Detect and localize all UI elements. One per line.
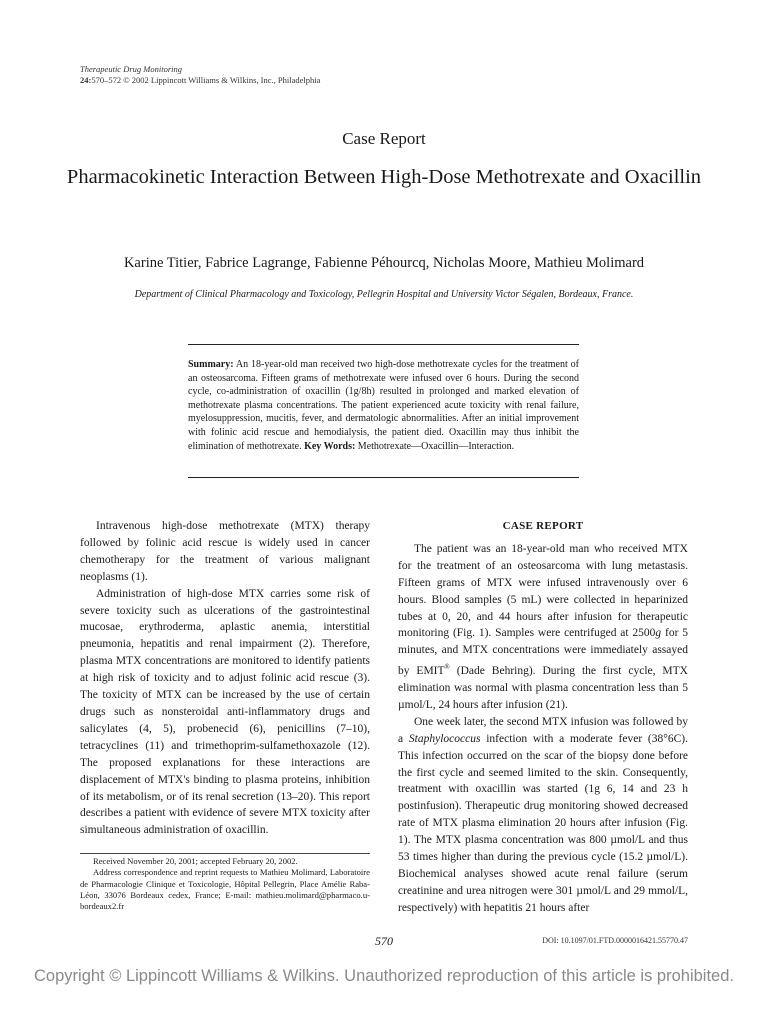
footnote-correspondence: Address correspondence and reprint requests to Mathieu Molimard, Laboratoire de Pharmacologie Clinique et Toxicologie, Hôpital Pellegrin, Place Amélie Raba-Léon, 33076 Bordeaux cedex, France; E-mail: mathieu.molimard@pharmaco.u-bordeaux2.fr [80, 867, 370, 912]
right-column [398, 518, 688, 917]
journal-volume: 24: [80, 75, 92, 85]
registered-mark: ® [444, 663, 450, 672]
article-authors: Karine Titier, Fabrice Lagrange, Fabienne Péhourcq, Nicholas Moore, Mathieu Molimard [123, 255, 645, 271]
case-text: One week later, the second MTX infusion was followed by a [398, 715, 688, 745]
page-number: 570 [375, 934, 393, 948]
journal-name: Therapeutic Drug Monitoring [80, 64, 182, 74]
doi: DOI: 10.1097/01.FTD.0000016421.55770.47 [542, 936, 688, 945]
article-affiliation: Department of Clinical Pharmacology and Toxicology, Pellegrin Hospital and University Victor Ségalen, Bordeaux, France. [134, 289, 634, 300]
section-heading-case-report: CASE REPORT [502, 520, 584, 532]
copyright-notice: Copyright © Lippincott Williams & Wilkins. Unauthorized reproduction of this article is prohibited. [34, 967, 734, 985]
article-title: Pharmacokinetic Interaction Between High-Dose Methotrexate and Oxacillin [66, 166, 702, 188]
case-text: for 5 minutes, and MTX concentrations were immediately assayed by EMIT [398, 627, 688, 678]
summary-top-rule [188, 344, 579, 345]
organism-name: Staphylococcus [408, 732, 481, 745]
case-text: (Dade Behring). During the first cycle, MTX elimination was normal with plasma concentration less than 5 µmol/L, 24 hours after infusion (21). [398, 665, 688, 711]
journal-citation: 570–572 © 2002 Lippincott Williams & Wilkins, Inc., Philadelphia [91, 75, 321, 85]
red-notice-banner [0, 7, 768, 19]
footnotes [80, 856, 370, 912]
left-column [80, 518, 370, 839]
keywords-text: Methotrexate—Oxacillin—Interaction. [357, 440, 515, 452]
summary-label: Summary: [188, 359, 234, 370]
body-paragraph: Administration of high-dose MTX carries some risk of severe toxicity such as ulcerations of the gastrointestinal mucosae, erythroderma, aplastic anemia, interstitial pneumonia, hepatitis and renal impairment (2). Therefore, plasma MTX concentrations are monitored to identify patients at high risk of toxicity and to adjust folinic acid rescue (3). The toxicity of MTX can be increased by the use of certain drugs such as nonsteroidal anti-inflammatory drugs and salicylates (4, 5), probenecid (6), penicillins (7–10), tetracyclines (11) and trimethoprim-sulfamethoxazole (12). The proposed explanations for these interactions are displacement of MTX's binding to plasma proteins, inhibition of its metabolism, or of its renal secretion (13–20). This report describes a patient with evidence of severe MTX toxicity after simultaneous administration of oxacillin. [80, 587, 370, 837]
journal-citation-line [80, 75, 320, 86]
summary-block [188, 358, 579, 453]
case-paragraph [398, 541, 688, 714]
case-text: The patient was an 18-year-old man who received MTX for the treatment of an osteosarcoma with lung metastasis. Fifteen grams of MTX were infused intravenously over 6 hours. Blood samples (5 mL) were collected in heparinized tubes at 0, 20, and 44 hours after infusion for therapeutic monitoring (Fig. 1). Samples were centrifuged at 2500 [398, 542, 688, 640]
case-text: infection with a moderate fever (38°6C). This infection occurred on the scar of the biopsy done before the first cycle and seemed limited to the skin. Consequently, treatment with oxacillin was started (1g 6, 14 and 23 h postinfusion). Therapeutic drug monitoring showed decreased rate of MTX plasma elimination 20 hours after infusion (Fig. 1). The MTX plasma concentration was 800 µmol/L and thus 53 times higher than during the previous cycle (15.2 µmol/L). Biochemical analyses showed acute renal failure (serum creatinine and urea nitrogen were 301 µmol/L and 29 mmol/L, respectively) with hepatitis 21 hours after [398, 732, 688, 914]
case-text-italic: g [655, 627, 662, 640]
footnote-received: Received November 20, 2001; accepted February 20, 2002. [93, 856, 298, 866]
summary-bottom-rule [188, 477, 579, 478]
article-type: Case Report [342, 129, 426, 148]
case-paragraph [398, 714, 688, 917]
keywords-label: Key Words: [304, 440, 356, 452]
footnote-rule [80, 853, 370, 854]
journal-header [80, 64, 320, 86]
body-paragraph: Intravenous high-dose methotrexate (MTX) therapy followed by folinic acid rescue is widely used in cancer chemotherapy for the treatment of various malignant neoplasms (1). [80, 520, 370, 583]
summary-text: An 18-year-old man received two high-dose methotrexate cycles for the treatment of an osteosarcoma. Fifteen grams of methotrexate were infused over 6 hours. During the second cycle, co-administration of oxacillin (1g/8h) resulted in prolonged and marked elevation of methotrexate plasma concentrations. The patient experienced acute toxicity with renal failure, myelosuppression, mucitis, fever, and dermatologic abnormalities. After an initial improvement with folinic acid rescue and hemodialysis, the patient died. Oxacillin may thus inhibit the elimination of methotrexate. [188, 359, 579, 452]
